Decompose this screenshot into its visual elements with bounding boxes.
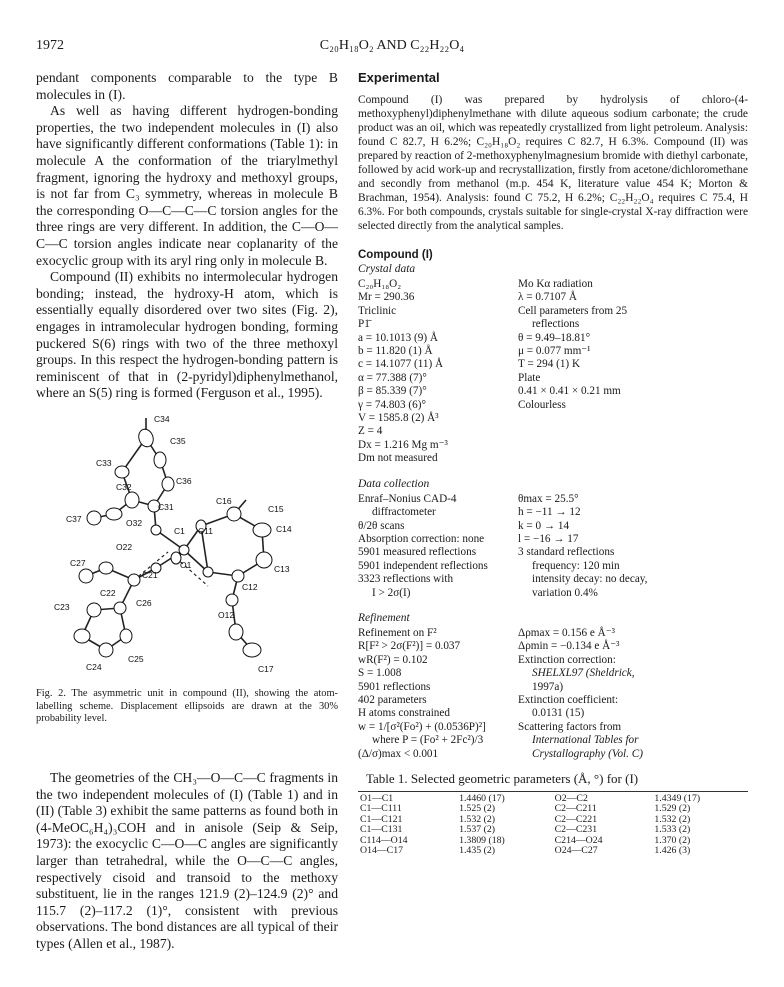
table-cell: 1.537 (2) bbox=[459, 824, 495, 836]
data-line: 5901 measured reflections bbox=[358, 546, 477, 559]
table-cell: C1—C111 bbox=[360, 803, 402, 815]
atom-label: O1 bbox=[180, 560, 192, 570]
data-line: C₂₀H₁₈O₂ bbox=[358, 278, 402, 290]
data-line: Scattering factors from bbox=[518, 720, 622, 733]
data-line: variation 0.4% bbox=[532, 586, 598, 599]
atom-label: C11 bbox=[198, 526, 213, 536]
data-line: 5901 reflections bbox=[358, 680, 431, 693]
data-line: μ = 0.077 mm⁻¹ bbox=[518, 345, 591, 358]
data-line: 1997a) bbox=[532, 680, 564, 693]
crystal-data-left bbox=[358, 278, 518, 466]
data-line: 3323 reflections with bbox=[358, 573, 454, 586]
data-line: θmax = 25.5° bbox=[518, 492, 579, 505]
compound-heading: Compound (I) bbox=[358, 249, 433, 261]
atom-label: C12 bbox=[242, 582, 258, 592]
refinement-block bbox=[358, 627, 748, 761]
table-cell: 1.532 (2) bbox=[459, 813, 495, 825]
data-collection-left bbox=[358, 493, 518, 600]
data-line: w = 1/[σ²(Fo²) + (0.0536P)²] bbox=[358, 720, 486, 733]
data-line: frequency: 120 min bbox=[532, 559, 620, 572]
data-line: Colourless bbox=[518, 398, 566, 411]
table-cell: C2—C211 bbox=[554, 803, 597, 815]
data-line: (Δ/σ)max < 0.001 bbox=[358, 747, 439, 760]
data-line: Extinction correction: bbox=[518, 653, 616, 666]
table-cell: 1.4460 (17) bbox=[457, 792, 553, 805]
atom-label: C22 bbox=[100, 588, 116, 598]
table-cell: C2—C221 bbox=[554, 813, 598, 825]
atom-label: C33 bbox=[96, 458, 112, 468]
table-cell: O24—C27 bbox=[554, 845, 598, 857]
atom-label: C1 bbox=[174, 526, 185, 536]
table-cell: 1.525 (2) bbox=[459, 803, 495, 815]
data-line: Crystallography (Vol. C) bbox=[532, 747, 643, 760]
refinement-left bbox=[358, 627, 518, 761]
atom-label: C31 bbox=[158, 502, 174, 512]
table-title: Table 1. Selected geometric parameters (Å, °) for (I) bbox=[366, 771, 639, 786]
page-number: 1972 bbox=[36, 38, 64, 53]
table-cell: C1—C121 bbox=[360, 813, 403, 825]
data-line: b = 11.820 (1) Å bbox=[358, 345, 433, 358]
table-cell: 1.3809 (18) bbox=[459, 834, 505, 846]
data-line: Absorption correction: none bbox=[358, 532, 485, 545]
data-line: Plate bbox=[518, 371, 541, 384]
data-line: Cell parameters from 25 bbox=[518, 304, 628, 317]
paragraph-4: The geometries of the CH₃—O—C—C fragments in the two independent molecules of (I) (Table 1) and in (II) (Table 3) exhibit the same patterns as found both in (4-MeOC₆H₄)₃COH and in anisole (Seip & Seip, 1973): the exocyclic C—O—C angles are significantly larger than tetrahedral, while the O—C—C angles, respectively cisoid and transoid to the methoxy substituent, lie in the ranges 121.9 (2)–124.9 (2)° and 115.7 (2)–117.2 (1)°, consistent with previous observations. The bond distances are all typical of their types (Allen et al., 1987). bbox=[36, 770, 338, 951]
table-cell: O2—C2 bbox=[553, 792, 653, 805]
data-line: Enraf–Nonius CAD-4 bbox=[358, 492, 457, 505]
atom-label: C13 bbox=[274, 564, 290, 574]
table-cell: C1—C131 bbox=[360, 824, 403, 836]
data-collection-right bbox=[518, 493, 748, 600]
data-line: 402 parameters bbox=[358, 693, 427, 706]
page-header bbox=[36, 38, 748, 56]
ortep-diagram bbox=[36, 400, 338, 680]
table-row bbox=[358, 846, 748, 856]
paragraph-3: Compound (II) exhibits no intermolecular hydrogen bonding; instead, the hydroxy-H atom, which is essentially equally disordered over two sites (Fig. 2), engages in intramolecular hydrogen bonding, forming puckered S(6) rings with two of the three methoxyl groups. In this respect the hydrogen-bonding pattern is reminiscent of that in (2-pyridyl)diphenylmethanol, where an S(5) ring is formed (Ferguson et al., 1995). bbox=[36, 269, 338, 401]
refinement-heading: Refinement bbox=[358, 611, 410, 624]
data-line: P1̄ bbox=[358, 318, 370, 331]
data-line: β = 85.339 (7)° bbox=[358, 385, 427, 398]
atom-label: O32 bbox=[126, 518, 143, 528]
crystal-data-block bbox=[358, 278, 748, 466]
data-line: S = 1.008 bbox=[358, 667, 402, 680]
refinement-right bbox=[518, 627, 748, 761]
data-collection-heading: Data collection bbox=[358, 477, 430, 490]
atom-label: C15 bbox=[268, 504, 284, 514]
crystal-data-right bbox=[518, 278, 748, 466]
table-cell: 1.533 (2) bbox=[654, 824, 691, 836]
data-line: γ = 74.803 (6)° bbox=[358, 398, 426, 411]
data-line: 0.0131 (15) bbox=[532, 707, 585, 720]
data-line: Z = 4 bbox=[358, 425, 383, 438]
running-title: C₂₀H₁₈O₂ AND C₂₂H₂₂O₄ bbox=[319, 38, 465, 53]
data-line: Triclinic bbox=[358, 304, 397, 317]
atom-label: C26 bbox=[136, 598, 152, 608]
atom-label: O22 bbox=[116, 542, 133, 552]
data-line: diffractometer bbox=[372, 506, 436, 519]
table-cell: C214—O24 bbox=[554, 834, 603, 846]
data-line: c = 14.1077 (11) Å bbox=[358, 358, 444, 371]
data-line: Refinement on F² bbox=[358, 626, 437, 639]
table-cell: 1.4349 (17) bbox=[652, 792, 748, 805]
atom-label: C25 bbox=[128, 654, 144, 664]
paragraph-1: pendant components comparable to the type B molecules in (I). bbox=[36, 70, 338, 102]
data-line: l = −16 → 17 bbox=[518, 532, 579, 545]
data-line: I > 2σ(I) bbox=[372, 586, 411, 599]
atom-label: C27 bbox=[70, 558, 86, 568]
data-line: α = 77.388 (7)° bbox=[358, 371, 427, 384]
data-line: R[F² > 2σ(F²)] = 0.037 bbox=[358, 640, 461, 653]
data-line: a = 10.1013 (9) Å bbox=[358, 331, 438, 344]
left-column-bottom bbox=[36, 770, 338, 953]
atom-label: C36 bbox=[176, 476, 192, 486]
table-cell: C2—C231 bbox=[554, 824, 598, 836]
data-line: k = 0 → 14 bbox=[518, 519, 570, 532]
table-cell: 1.426 (3) bbox=[654, 845, 691, 857]
data-line: λ = 0.7107 Å bbox=[518, 291, 577, 304]
data-line: V = 1585.8 (2) Å³ bbox=[358, 412, 439, 425]
data-line: SHELXL97 (Sheldrick, bbox=[532, 667, 635, 680]
data-line: Mo Kα radiation bbox=[518, 278, 593, 290]
figure-caption: Fig. 2. The asymmetric unit in compound (II), showing the atom-labelling scheme. Displacement ellipsoids are drawn at the 30% probability level. bbox=[36, 688, 338, 725]
data-line: H atoms constrained bbox=[358, 707, 450, 720]
table-cell: O1—C1 bbox=[358, 792, 457, 805]
data-line: Dm not measured bbox=[358, 452, 438, 465]
molecule-figure bbox=[36, 400, 338, 680]
table-cell: 1.532 (2) bbox=[654, 813, 691, 825]
data-line: Δρmin = −0.134 e Å⁻³ bbox=[518, 640, 620, 653]
atom-label: C14 bbox=[276, 524, 292, 534]
experimental-text: Compound (I) was prepared by hydrolysis of chloro-(4-methoxyphenyl)diphenylmethane with dilute aqueous sodium carbonate; the crude product was an oil, which was repeatedly crystallized from light petroleum. Analysis: found C 82.7, H 6.2%; C₂₀H₁₈O₂ requires C 82.7, H 6.3%. Compound (II) was prepared by reaction of 2-methoxyphenylmagnesium bromide with diethyl carbonate, followed by acid work-up and recrystallization, firstly from acetone/dichloromethane and secondly from methanol (m.p. 454 K, literature value 454 K; Morton & Brachman, 1954). Analysis: found C 75.2, H 6.2%; C₂₂H₂₂O₄ requires C 75.4, H 6.3%. For both compounds, crystals suitable for single-crystal X-ray diffraction were selected directly from the analytical samples. bbox=[358, 94, 749, 232]
data-line: 3 standard reflections bbox=[518, 546, 615, 559]
atom-label: C17 bbox=[258, 664, 274, 674]
data-line: Mr = 290.36 bbox=[358, 291, 415, 304]
data-line: h = −11 → 12 bbox=[518, 506, 581, 519]
atom-label: C32 bbox=[116, 482, 132, 492]
table-cell: 1.370 (2) bbox=[654, 834, 691, 846]
atom-label: C34 bbox=[154, 414, 170, 424]
right-column bbox=[358, 70, 748, 856]
data-line: 5901 independent reflections bbox=[358, 559, 488, 572]
atom-label: C35 bbox=[170, 436, 186, 446]
data-line: International Tables for bbox=[532, 734, 639, 747]
data-line: T = 294 (1) K bbox=[518, 358, 581, 371]
paragraph-2: As well as having different hydrogen-bonding properties, the two independent molecules in (I) also have significantly different conformations (Table 1): in molecule A the conformation of the triarylmethyl fragment, ignoring the hydroxy and methoxyl groups, is not far from C₃ symmetry, whereas in molecule B the corresponding O—C—C—C torsion angles for the three rings are very different. In addition, the C—O—C—C torsion angles indicate near coplanarity of the exocyclic group with its aryl ring only in molecule B. bbox=[36, 103, 338, 268]
atom-label: O12 bbox=[218, 610, 235, 620]
data-line: 0.41 × 0.41 × 0.21 mm bbox=[518, 385, 621, 398]
table-cell: 1.435 (2) bbox=[459, 845, 495, 857]
data-line: reflections bbox=[532, 318, 580, 331]
data-line: θ/2θ scans bbox=[358, 519, 405, 532]
data-line: intensity decay: no decay, bbox=[532, 573, 648, 586]
atom-label: C21 bbox=[142, 570, 158, 580]
experimental-heading: Experimental bbox=[358, 70, 440, 85]
data-collection-block bbox=[358, 493, 748, 600]
crystal-data-heading: Crystal data bbox=[358, 263, 416, 275]
table-cell: O14—C17 bbox=[360, 845, 404, 857]
data-line: θ = 9.49–18.81° bbox=[518, 331, 591, 344]
data-line: wR(F²) = 0.102 bbox=[358, 653, 428, 666]
left-column bbox=[36, 70, 338, 402]
data-line: Dx = 1.216 Mg m⁻³ bbox=[358, 438, 448, 451]
data-line: Δρmax = 0.156 e Å⁻³ bbox=[518, 626, 616, 639]
atom-label: C37 bbox=[66, 514, 82, 524]
atom-label: C23 bbox=[54, 602, 70, 612]
data-line: where P = (Fo² + 2Fc²)/3 bbox=[372, 734, 484, 747]
atom-label: C24 bbox=[86, 662, 102, 672]
atom-label: C16 bbox=[216, 496, 232, 506]
table-cell: C114—O14 bbox=[360, 834, 408, 846]
data-line: Extinction coefficient: bbox=[518, 693, 619, 706]
geometry-table bbox=[358, 791, 748, 856]
table-cell: 1.529 (2) bbox=[654, 803, 691, 815]
